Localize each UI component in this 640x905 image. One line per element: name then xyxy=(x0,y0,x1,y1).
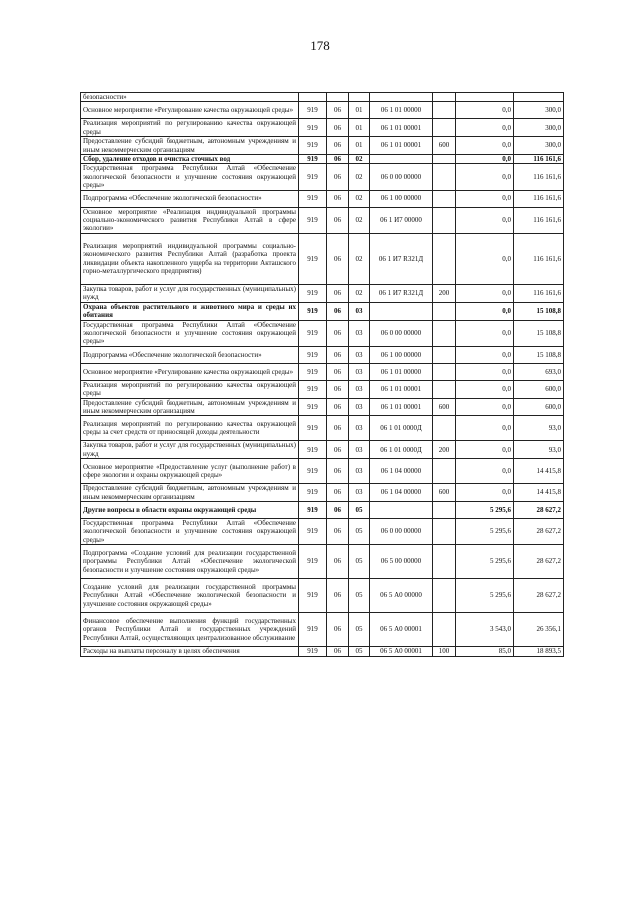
row-value-2: 28 627,2 xyxy=(514,518,564,544)
table-row xyxy=(81,233,564,284)
row-rz-code: 06 xyxy=(327,207,349,233)
row-vr-code xyxy=(433,320,456,346)
row-vr-code xyxy=(433,190,456,207)
row-vr-code xyxy=(433,363,456,380)
row-vr-code: 600 xyxy=(433,484,456,502)
row-value-1: 0,0 xyxy=(456,137,514,155)
row-value-1: 0,0 xyxy=(456,207,514,233)
row-value-2 xyxy=(514,93,564,102)
row-vr-code xyxy=(433,93,456,102)
row-value-1 xyxy=(456,93,514,102)
row-rz-code xyxy=(327,93,349,102)
row-csr-code: 06 1 01 00001 xyxy=(370,119,433,137)
row-value-1: 0,0 xyxy=(456,155,514,164)
row-vr-code xyxy=(433,518,456,544)
row-name: Основное мероприятие «Регулирование качества окружающей среды» xyxy=(81,102,299,119)
row-rz-code: 06 xyxy=(327,380,349,398)
row-value-2: 18 893,5 xyxy=(514,647,564,656)
row-rz-code: 06 xyxy=(327,284,349,302)
row-vr-code: 600 xyxy=(433,137,456,155)
row-value-1: 0,0 xyxy=(456,441,514,459)
row-pr-code: 05 xyxy=(349,647,370,656)
row-value-1: 5 295,6 xyxy=(456,545,514,579)
row-value-1: 0,0 xyxy=(456,320,514,346)
row-gr-code: 919 xyxy=(299,320,327,346)
table-row xyxy=(81,501,564,518)
table-row xyxy=(81,459,564,484)
row-value-2: 300,0 xyxy=(514,137,564,155)
row-gr-code: 919 xyxy=(299,441,327,459)
row-value-2: 116 161,6 xyxy=(514,155,564,164)
row-pr-code: 03 xyxy=(349,441,370,459)
row-name: Сбор, удаление отходов и очистка сточных вод xyxy=(81,155,299,164)
table-row xyxy=(81,579,564,613)
row-name: Подпрограмма «Обеспечение экологической безопасности» xyxy=(81,190,299,207)
row-name: Основное мероприятие «Регулирование качества окружающей среды» xyxy=(81,363,299,380)
row-value-2: 116 161,6 xyxy=(514,233,564,284)
row-gr-code: 919 xyxy=(299,137,327,155)
table-body xyxy=(81,93,564,657)
row-pr-code: 02 xyxy=(349,164,370,190)
table-row xyxy=(81,363,564,380)
row-vr-code: 200 xyxy=(433,284,456,302)
row-pr-code: 02 xyxy=(349,284,370,302)
row-rz-code: 06 xyxy=(327,137,349,155)
row-gr-code: 919 xyxy=(299,119,327,137)
row-value-2: 26 356,1 xyxy=(514,613,564,647)
row-value-1: 0,0 xyxy=(456,363,514,380)
row-vr-code xyxy=(433,119,456,137)
row-value-2: 28 627,2 xyxy=(514,579,564,613)
row-csr-code xyxy=(370,93,433,102)
row-name: Охрана объектов растительного и животного мира и среды их обитания xyxy=(81,302,299,320)
row-gr-code xyxy=(299,93,327,102)
row-rz-code: 06 xyxy=(327,320,349,346)
table-row xyxy=(81,545,564,579)
row-csr-code: 06 1 01 00001 xyxy=(370,137,433,155)
row-vr-code xyxy=(433,346,456,363)
row-value-2: 600,0 xyxy=(514,398,564,416)
budget-table xyxy=(80,92,564,657)
table-row xyxy=(81,380,564,398)
row-csr-code xyxy=(370,302,433,320)
row-csr-code: 06 0 00 00000 xyxy=(370,164,433,190)
row-vr-code xyxy=(433,233,456,284)
row-csr-code: 06 0 00 00000 xyxy=(370,518,433,544)
row-gr-code: 919 xyxy=(299,416,327,441)
table-row xyxy=(81,416,564,441)
row-pr-code: 03 xyxy=(349,380,370,398)
row-rz-code: 06 xyxy=(327,190,349,207)
row-name: Реализация мероприятий по регулированию качества окружающей среды за счет средств от приносящей доходы деятельности xyxy=(81,416,299,441)
row-value-2: 300,0 xyxy=(514,102,564,119)
row-rz-code: 06 xyxy=(327,579,349,613)
row-value-1: 0,0 xyxy=(456,302,514,320)
table-row xyxy=(81,320,564,346)
row-value-1: 0,0 xyxy=(456,284,514,302)
row-gr-code: 919 xyxy=(299,518,327,544)
row-value-2: 15 108,8 xyxy=(514,320,564,346)
row-csr-code: 06 1 04 00000 xyxy=(370,459,433,484)
row-rz-code: 06 xyxy=(327,233,349,284)
row-gr-code: 919 xyxy=(299,484,327,502)
row-gr-code: 919 xyxy=(299,190,327,207)
row-pr-code: 05 xyxy=(349,579,370,613)
row-gr-code: 919 xyxy=(299,164,327,190)
row-value-2: 116 161,6 xyxy=(514,164,564,190)
table-row xyxy=(81,284,564,302)
row-csr-code xyxy=(370,155,433,164)
row-rz-code: 06 xyxy=(327,459,349,484)
table-row xyxy=(81,302,564,320)
row-name: Реализация мероприятий по регулированию качества окружающей среды xyxy=(81,119,299,137)
row-rz-code: 06 xyxy=(327,346,349,363)
row-pr-code: 03 xyxy=(349,484,370,502)
row-csr-code: 06 1 04 00000 xyxy=(370,484,433,502)
row-rz-code: 06 xyxy=(327,416,349,441)
row-vr-code xyxy=(433,155,456,164)
row-csr-code: 06 5 А0 00001 xyxy=(370,613,433,647)
row-name: Реализация мероприятий индивидуальной программы социально-экономического развития Республики Алтай (разработка проекта ликвидации объекта накопленного ущерба на территории Акташского горно-металлургического предприятия) xyxy=(81,233,299,284)
row-vr-code xyxy=(433,102,456,119)
row-value-1: 0,0 xyxy=(456,119,514,137)
row-rz-code: 06 xyxy=(327,155,349,164)
row-csr-code: 06 5 А0 00001 xyxy=(370,647,433,656)
row-name: Основное мероприятие «Реализация индивидуальной программы социально-экономического развития Республики Алтай в сфере экологии» xyxy=(81,207,299,233)
row-pr-code: 03 xyxy=(349,302,370,320)
row-vr-code: 600 xyxy=(433,398,456,416)
row-csr-code: 06 0 00 00000 xyxy=(370,320,433,346)
row-name: Расходы на выплаты персоналу в целях обеспечения xyxy=(81,647,299,656)
row-value-1: 5 295,6 xyxy=(456,501,514,518)
row-vr-code xyxy=(433,164,456,190)
row-name: Закупка товаров, работ и услуг для государственных (муниципальных) нужд xyxy=(81,441,299,459)
row-vr-code xyxy=(433,613,456,647)
row-gr-code: 919 xyxy=(299,501,327,518)
row-rz-code: 06 xyxy=(327,518,349,544)
row-vr-code xyxy=(433,380,456,398)
row-vr-code xyxy=(433,302,456,320)
row-csr-code: 06 5 00 00000 xyxy=(370,545,433,579)
row-value-2: 116 161,6 xyxy=(514,207,564,233)
row-value-1: 5 295,6 xyxy=(456,579,514,613)
row-pr-code: 01 xyxy=(349,102,370,119)
row-rz-code: 06 xyxy=(327,164,349,190)
row-gr-code: 919 xyxy=(299,398,327,416)
row-gr-code: 919 xyxy=(299,647,327,656)
table-row xyxy=(81,102,564,119)
row-name: Подпрограмма «Создание условий для реализации государственной программы Республики Алтай «Обеспечение экологической безопасности и улучшение состояния окружающей среды» xyxy=(81,545,299,579)
row-pr-code: 03 xyxy=(349,320,370,346)
row-rz-code: 06 xyxy=(327,119,349,137)
row-pr-code: 01 xyxy=(349,119,370,137)
row-value-1: 0,0 xyxy=(456,416,514,441)
row-rz-code: 06 xyxy=(327,363,349,380)
row-value-2: 28 627,2 xyxy=(514,545,564,579)
table-row xyxy=(81,190,564,207)
row-name: Финансовое обеспечение выполнения функций государственных органов Республики Алтай и государственных учреждений Республики Алтай, осуществляющих централизованное обслуживание xyxy=(81,613,299,647)
row-value-1: 3 543,0 xyxy=(456,613,514,647)
row-value-1: 0,0 xyxy=(456,346,514,363)
row-csr-code: 06 1 00 00000 xyxy=(370,190,433,207)
table-row xyxy=(81,518,564,544)
table-row xyxy=(81,398,564,416)
row-vr-code xyxy=(433,459,456,484)
row-value-1: 0,0 xyxy=(456,380,514,398)
row-name: Предоставление субсидий бюджетным, автономным учреждениям и иным некоммерческим организациям xyxy=(81,398,299,416)
table-row xyxy=(81,93,564,102)
row-rz-code: 06 xyxy=(327,501,349,518)
row-value-1: 85,0 xyxy=(456,647,514,656)
page-number: 178 xyxy=(310,38,330,53)
row-gr-code: 919 xyxy=(299,579,327,613)
row-csr-code: 06 1 01 00000 xyxy=(370,363,433,380)
row-name: Создание условий для реализации государственной программы Республики Алтай «Обеспечение экологической безопасности и улучшение состояния окружающей среды» xyxy=(81,579,299,613)
row-value-2: 14 415,8 xyxy=(514,459,564,484)
row-pr-code: 03 xyxy=(349,398,370,416)
row-name: Другие вопросы в области охраны окружающей среды xyxy=(81,501,299,518)
row-value-1: 0,0 xyxy=(456,398,514,416)
row-name: Предоставление субсидий бюджетным, автономным учреждениям и иным некоммерческим организациям xyxy=(81,137,299,155)
row-name: Реализация мероприятий по регулированию качества окружающей среды xyxy=(81,380,299,398)
row-rz-code: 06 xyxy=(327,613,349,647)
row-vr-code xyxy=(433,207,456,233)
row-pr-code: 03 xyxy=(349,459,370,484)
row-gr-code: 919 xyxy=(299,302,327,320)
row-csr-code: 06 1 01 00000 xyxy=(370,102,433,119)
row-vr-code: 200 xyxy=(433,441,456,459)
row-csr-code: 06 1 01 00001 xyxy=(370,398,433,416)
row-gr-code: 919 xyxy=(299,102,327,119)
row-value-1: 5 295,6 xyxy=(456,518,514,544)
row-pr-code: 02 xyxy=(349,233,370,284)
table-row xyxy=(81,484,564,502)
row-value-2: 693,0 xyxy=(514,363,564,380)
row-value-1: 0,0 xyxy=(456,484,514,502)
row-pr-code: 05 xyxy=(349,613,370,647)
row-csr-code: 06 1 И7 R321Д xyxy=(370,233,433,284)
row-value-2: 93,0 xyxy=(514,416,564,441)
row-rz-code: 06 xyxy=(327,545,349,579)
row-gr-code: 919 xyxy=(299,613,327,647)
row-pr-code: 05 xyxy=(349,518,370,544)
row-rz-code: 06 xyxy=(327,102,349,119)
row-value-2: 15 108,8 xyxy=(514,346,564,363)
row-gr-code: 919 xyxy=(299,207,327,233)
table-row xyxy=(81,441,564,459)
row-pr-code: 05 xyxy=(349,545,370,579)
table-row xyxy=(81,346,564,363)
row-vr-code xyxy=(433,579,456,613)
row-value-2: 93,0 xyxy=(514,441,564,459)
row-value-1: 0,0 xyxy=(456,164,514,190)
table-row xyxy=(81,155,564,164)
row-csr-code xyxy=(370,501,433,518)
row-name: Государственная программа Республики Алтай «Обеспечение экологической безопасности и улучшение состояния окружающей среды» xyxy=(81,164,299,190)
row-rz-code: 06 xyxy=(327,441,349,459)
row-value-1: 0,0 xyxy=(456,190,514,207)
table-row xyxy=(81,207,564,233)
row-name: безопасности» xyxy=(81,93,299,102)
table-row xyxy=(81,137,564,155)
row-csr-code: 06 5 А0 00000 xyxy=(370,579,433,613)
row-pr-code: 05 xyxy=(349,501,370,518)
row-value-2: 15 108,8 xyxy=(514,302,564,320)
row-gr-code: 919 xyxy=(299,545,327,579)
row-gr-code: 919 xyxy=(299,459,327,484)
row-pr-code: 02 xyxy=(349,155,370,164)
row-pr-code: 02 xyxy=(349,207,370,233)
row-pr-code xyxy=(349,93,370,102)
row-value-1: 0,0 xyxy=(456,102,514,119)
row-vr-code xyxy=(433,416,456,441)
row-value-2: 28 627,2 xyxy=(514,501,564,518)
row-csr-code: 06 1 01 00001 xyxy=(370,380,433,398)
row-pr-code: 03 xyxy=(349,346,370,363)
row-vr-code: 100 xyxy=(433,647,456,656)
row-gr-code: 919 xyxy=(299,155,327,164)
table-row xyxy=(81,119,564,137)
row-name: Подпрограмма «Обеспечение экологической безопасности» xyxy=(81,346,299,363)
row-value-2: 300,0 xyxy=(514,119,564,137)
row-vr-code xyxy=(433,501,456,518)
row-name: Основное мероприятие «Предоставление услуг (выполнение работ) в сфере экологии и охраны окружающей среды» xyxy=(81,459,299,484)
row-pr-code: 02 xyxy=(349,190,370,207)
row-pr-code: 03 xyxy=(349,416,370,441)
row-csr-code: 06 1 00 00000 xyxy=(370,346,433,363)
table-row xyxy=(81,613,564,647)
row-rz-code: 06 xyxy=(327,398,349,416)
row-value-1: 0,0 xyxy=(456,233,514,284)
row-pr-code: 03 xyxy=(349,363,370,380)
row-value-2: 600,0 xyxy=(514,380,564,398)
row-value-2: 116 161,6 xyxy=(514,284,564,302)
row-csr-code: 06 1 01 0000Д xyxy=(370,416,433,441)
table-row xyxy=(81,164,564,190)
row-value-2: 116 161,6 xyxy=(514,190,564,207)
row-name: Закупка товаров, работ и услуг для государственных (муниципальных) нужд xyxy=(81,284,299,302)
row-gr-code: 919 xyxy=(299,363,327,380)
row-pr-code: 01 xyxy=(349,137,370,155)
row-rz-code: 06 xyxy=(327,647,349,656)
row-value-2: 14 415,8 xyxy=(514,484,564,502)
row-name: Предоставление субсидий бюджетным, автономным учреждениям и иным некоммерческим организациям xyxy=(81,484,299,502)
row-csr-code: 06 1 И7 00000 xyxy=(370,207,433,233)
row-name: Государственная программа Республики Алтай «Обеспечение экологической безопасности и улучшение состояния окружающей среды» xyxy=(81,518,299,544)
table-row xyxy=(81,647,564,656)
row-csr-code: 06 1 01 0000Д xyxy=(370,441,433,459)
row-rz-code: 06 xyxy=(327,302,349,320)
row-vr-code xyxy=(433,545,456,579)
row-gr-code: 919 xyxy=(299,284,327,302)
row-gr-code: 919 xyxy=(299,380,327,398)
row-name: Государственная программа Республики Алтай «Обеспечение экологической безопасности и улучшение состояния окружающей среды» xyxy=(81,320,299,346)
row-gr-code: 919 xyxy=(299,346,327,363)
row-csr-code: 06 1 И7 R321Д xyxy=(370,284,433,302)
row-value-1: 0,0 xyxy=(456,459,514,484)
row-rz-code: 06 xyxy=(327,484,349,502)
row-gr-code: 919 xyxy=(299,233,327,284)
